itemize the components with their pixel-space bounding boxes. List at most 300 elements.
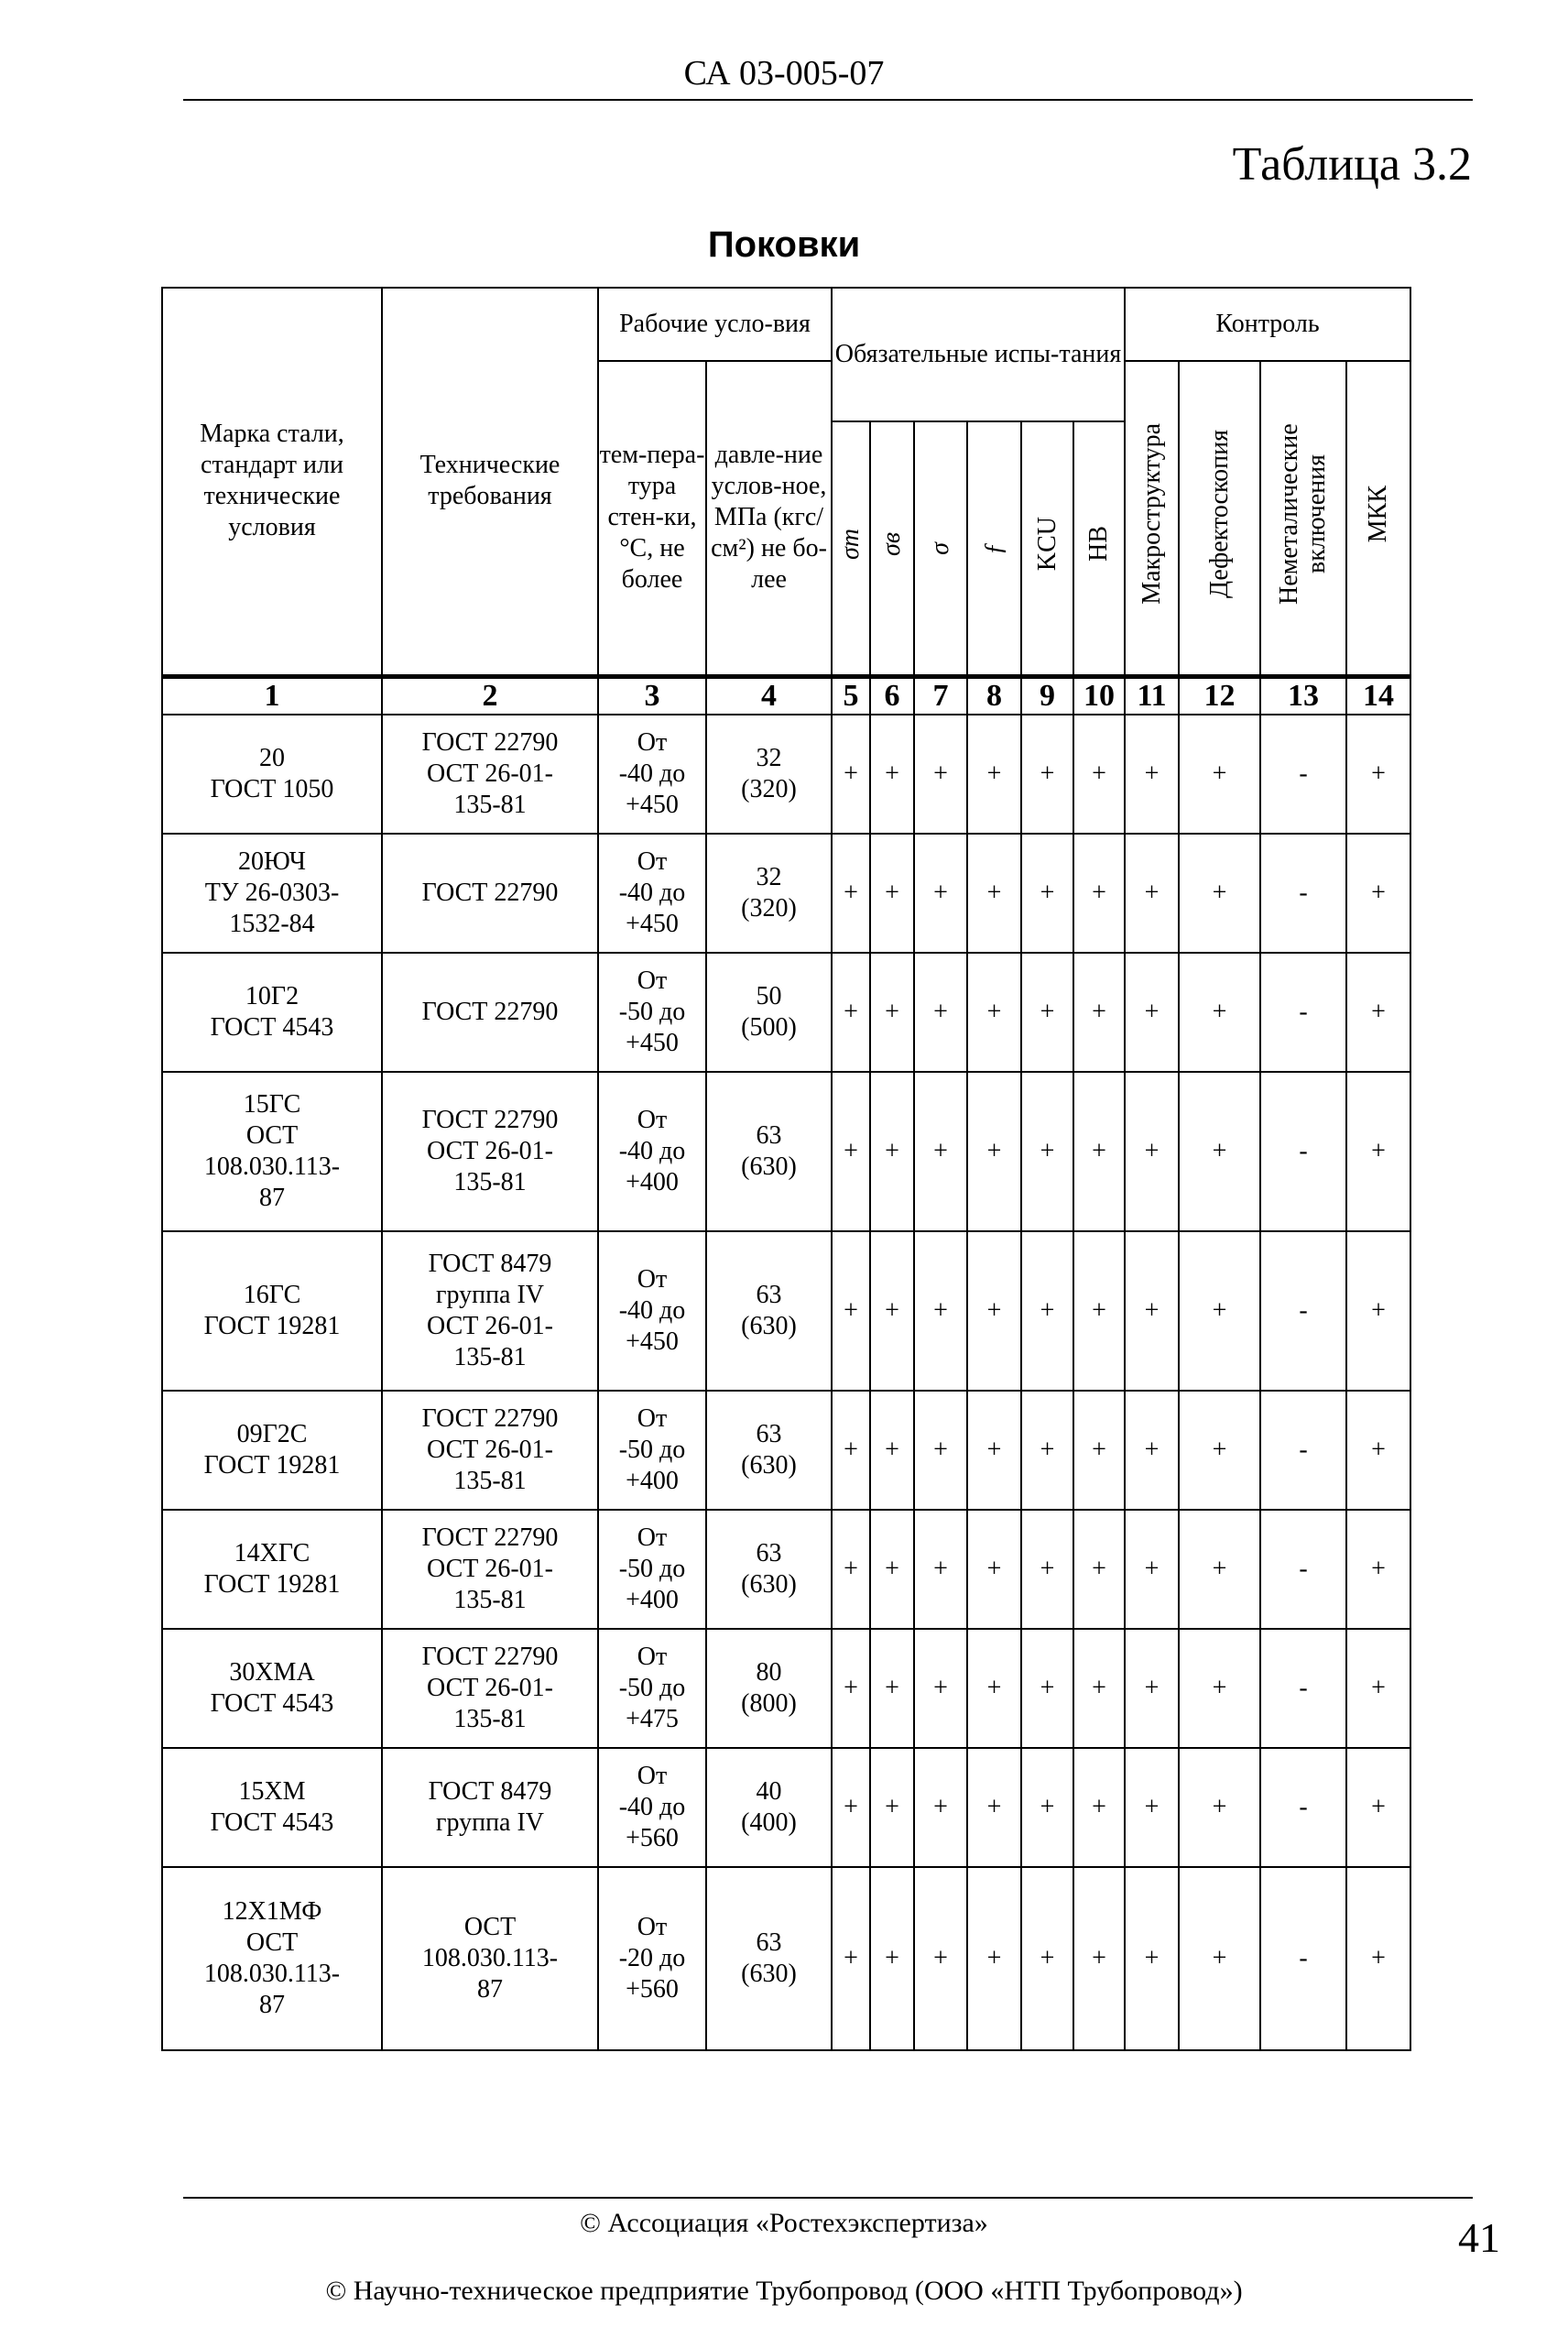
pressure-cell: [706, 1748, 832, 1867]
steel-grade-cell-line: 20ЮЧ: [238, 846, 306, 876]
temperature-cell-line: -40 до: [618, 878, 686, 907]
control-mark-cell: -: [1260, 834, 1346, 953]
pressure-cell-line: 63: [756, 1419, 782, 1448]
test-mark-cell: +: [1021, 834, 1073, 953]
temperature-cell-line: +450: [626, 909, 679, 938]
tech-req-cell: [382, 1748, 598, 1867]
test-mark-cell: +: [1073, 715, 1125, 834]
steel-grade-cell: [162, 953, 382, 1072]
test-mark-cell: +: [1073, 834, 1125, 953]
control-mark-cell: +: [1179, 1510, 1260, 1629]
temperature-cell-line: +560: [626, 1823, 679, 1852]
temperature-cell-line: +450: [626, 1327, 679, 1356]
tech-req-cell: [382, 715, 598, 834]
steel-grade-cell: [162, 1391, 382, 1510]
temperature-cell-line: +400: [626, 1466, 679, 1495]
test-mark-cell: +: [914, 953, 967, 1072]
control-mark-cell: -: [1260, 1629, 1346, 1748]
tech-req-cell-line: ГОСТ 8479: [428, 1776, 552, 1806]
tech-req-cell-line: группа IV: [435, 1280, 545, 1309]
temperature-cell: [598, 1231, 706, 1391]
test-mark-cell: +: [914, 834, 967, 953]
test-mark-cell: +: [1021, 953, 1073, 1072]
steel-grade-cell-line: ГОСТ 19281: [203, 1450, 341, 1480]
steel-grade-cell: [162, 1748, 382, 1867]
tech-req-cell: [382, 1391, 598, 1510]
test-mark-cell: +: [1073, 1629, 1125, 1748]
temperature-cell: [598, 715, 706, 834]
steel-grade-cell-line: 10Г2: [245, 981, 299, 1010]
column-number: 3: [598, 676, 706, 715]
header-test-tensile: [870, 421, 914, 676]
pressure-cell-line: (630): [741, 1959, 797, 1988]
tech-req-cell-line: ОСТ 26-01-: [427, 759, 553, 788]
temperature-cell-line: От: [637, 1761, 668, 1790]
column-number: 5: [832, 676, 870, 715]
control-mark-cell: +: [1346, 1231, 1410, 1391]
steel-grade-cell: [162, 1867, 382, 2050]
test-mark-cell: +: [1073, 1072, 1125, 1231]
defectoscopy-label: Дефектоскопия: [1204, 429, 1234, 598]
pressure-cell: [706, 1391, 832, 1510]
column-number: 12: [1179, 676, 1260, 715]
control-mark-cell: -: [1260, 715, 1346, 834]
temperature-cell: [598, 953, 706, 1072]
tech-req-cell-line: ГОСТ 22790: [421, 1642, 559, 1671]
tech-req-cell-line: ОСТ 26-01-: [427, 1311, 553, 1340]
table-number: Таблица 3.2: [1232, 138, 1472, 191]
control-mark-cell: +: [1125, 1391, 1179, 1510]
tech-req-cell-line: ГОСТ 22790: [421, 997, 559, 1026]
footer-enterprise: © Научно-техническое предприятие Трубопровод (ООО «НТП Трубопровод»): [325, 2276, 1243, 2306]
tech-req-cell-line: ОСТ: [463, 1912, 517, 1941]
tech-req-cell-line: 87: [477, 1974, 503, 2004]
temperature-cell-line: От: [637, 846, 668, 876]
steel-grade-cell-line: ГОСТ 19281: [203, 1569, 341, 1599]
temperature-cell-line: -50 до: [618, 1554, 686, 1583]
tech-req-cell-line: 135-81: [453, 1342, 527, 1371]
table-row: [162, 1510, 1410, 1629]
test-mark-cell: +: [1021, 1072, 1073, 1231]
steel-grade-cell-line: 87: [259, 1183, 285, 1212]
steel-grade-cell-line: 12Х1МФ: [222, 1896, 322, 1926]
test-mark-cell: +: [1073, 953, 1125, 1072]
test-mark-cell: +: [1021, 1867, 1073, 2050]
temperature-cell: [598, 834, 706, 953]
header-test-f: [967, 421, 1021, 676]
column-number: 13: [1260, 676, 1346, 715]
control-mark-cell: +: [1346, 1867, 1410, 2050]
column-number-row: [162, 676, 1410, 715]
test-mark-cell: +: [870, 1510, 914, 1629]
test-mark-cell: +: [914, 1748, 967, 1867]
header-work-conditions: Рабочие усло-вия: [598, 288, 832, 361]
pressure-cell-line: 63: [756, 1927, 782, 1957]
control-mark-cell: +: [1125, 1072, 1179, 1231]
table-row: [162, 1867, 1410, 2050]
tech-req-cell-line: группа IV: [435, 1807, 545, 1837]
control-mark-cell: +: [1179, 1867, 1260, 2050]
control-mark-cell: +: [1346, 1391, 1410, 1510]
temperature-cell-line: От: [637, 1403, 668, 1433]
pressure-cell-line: (630): [741, 1311, 797, 1340]
test-mark-cell: +: [1073, 1231, 1125, 1391]
test-mark-cell: +: [967, 953, 1021, 1072]
control-mark-cell: -: [1260, 1510, 1346, 1629]
pressure-cell: [706, 1629, 832, 1748]
test-mark-cell: +: [967, 1510, 1021, 1629]
document-code: СА 03-005-07: [683, 54, 885, 93]
control-mark-cell: -: [1260, 953, 1346, 1072]
tech-req-cell-line: ОСТ 26-01-: [427, 1435, 553, 1464]
pressure-cell: [706, 1510, 832, 1629]
header-inclusions: [1260, 361, 1346, 676]
test-mark-cell: +: [914, 1629, 967, 1748]
test-mark-cell: +: [914, 1072, 967, 1231]
control-mark-cell: +: [1125, 1629, 1179, 1748]
tech-req-cell: [382, 1231, 598, 1391]
steel-grade-cell-line: 1532-84: [229, 909, 315, 938]
temperature-cell-line: -50 до: [618, 1435, 686, 1464]
control-mark-cell: -: [1260, 1867, 1346, 2050]
test-mark-cell: +: [870, 1748, 914, 1867]
steel-grade-cell-line: ГОСТ 1050: [210, 774, 334, 803]
steel-grade-cell-line: 16ГС: [243, 1280, 301, 1309]
steel-grade-cell: [162, 715, 382, 834]
steel-grade-cell-line: ГОСТ 4543: [210, 1012, 334, 1042]
tech-req-cell: [382, 1072, 598, 1231]
test-mark-cell: +: [870, 1072, 914, 1231]
test-hb-label: HB: [1084, 526, 1114, 562]
control-mark-cell: +: [1125, 953, 1179, 1072]
column-number: 7: [914, 676, 967, 715]
steel-grade-cell-line: ОСТ: [245, 1927, 299, 1957]
control-mark-cell: +: [1346, 1510, 1410, 1629]
control-mark-cell: +: [1346, 1629, 1410, 1748]
test-mark-cell: +: [967, 1231, 1021, 1391]
control-mark-cell: +: [1179, 1748, 1260, 1867]
steel-grade-cell-line: ТУ 26-0303-: [204, 878, 340, 907]
tech-req-cell-line: ГОСТ 22790: [421, 878, 559, 907]
test-mark-cell: +: [1073, 1510, 1125, 1629]
pressure-cell-line: 40: [756, 1776, 782, 1806]
test-mark-cell: +: [1073, 1391, 1125, 1510]
control-mark-cell: +: [1179, 1231, 1260, 1391]
test-mark-cell: +: [870, 715, 914, 834]
steel-grade-cell-line: ГОСТ 4543: [210, 1807, 334, 1837]
temperature-cell-line: От: [637, 727, 668, 757]
header-mkk: [1346, 361, 1410, 676]
control-mark-cell: +: [1179, 715, 1260, 834]
pressure-cell: [706, 715, 832, 834]
tech-req-cell: [382, 1510, 598, 1629]
pressure-cell: [706, 834, 832, 953]
steel-grade-cell-line: 108.030.113-: [203, 1959, 341, 1988]
temperature-cell-line: От: [637, 1642, 668, 1671]
test-mark-cell: +: [914, 1867, 967, 2050]
macrostructure-label: Макроструктура: [1137, 422, 1166, 605]
table-row: [162, 953, 1410, 1072]
test-f-label: ƒ: [979, 542, 1008, 556]
header-test-kcu: [1021, 421, 1073, 676]
tech-req-cell-line: 135-81: [453, 1466, 527, 1495]
control-mark-cell: +: [1179, 1072, 1260, 1231]
test-mark-cell: +: [832, 953, 870, 1072]
pressure-cell-line: (320): [741, 893, 797, 923]
steel-grade-cell-line: ГОСТ 19281: [203, 1311, 341, 1340]
control-mark-cell: +: [1346, 953, 1410, 1072]
tech-req-cell-line: ГОСТ 22790: [421, 1105, 559, 1134]
temperature-cell: [598, 1072, 706, 1231]
tech-req-cell: [382, 1867, 598, 2050]
temperature-cell-line: -40 до: [618, 1792, 686, 1821]
pressure-cell-line: 63: [756, 1538, 782, 1567]
test-mark-cell: +: [967, 1629, 1021, 1748]
test-mark-cell: +: [832, 1510, 870, 1629]
steel-grade-cell-line: ГОСТ 4543: [210, 1688, 334, 1718]
steel-grade-cell-line: ОСТ: [245, 1120, 299, 1150]
control-mark-cell: -: [1260, 1072, 1346, 1231]
test-mark-cell: +: [967, 834, 1021, 953]
footer-rule: [183, 2197, 1473, 2199]
table-row: [162, 1629, 1410, 1748]
tech-req-cell-line: 135-81: [453, 1585, 527, 1614]
test-mark-cell: +: [832, 1391, 870, 1510]
test-mark-cell: +: [967, 1391, 1021, 1510]
control-mark-cell: +: [1179, 953, 1260, 1072]
control-mark-cell: -: [1260, 1231, 1346, 1391]
test-mark-cell: +: [870, 1867, 914, 2050]
column-number: 9: [1021, 676, 1073, 715]
pressure-cell: [706, 1867, 832, 2050]
temperature-cell-line: От: [637, 1264, 668, 1294]
temperature-cell-line: -40 до: [618, 1136, 686, 1165]
table-row: [162, 1391, 1410, 1510]
table-row: [162, 834, 1410, 953]
control-mark-cell: +: [1179, 1391, 1260, 1510]
column-number: 6: [870, 676, 914, 715]
temperature-cell: [598, 1391, 706, 1510]
steel-grade-cell-line: 20: [259, 743, 285, 772]
tech-req-cell: [382, 1629, 598, 1748]
test-mark-cell: +: [967, 715, 1021, 834]
test-mark-cell: +: [832, 1748, 870, 1867]
steel-grade-cell-line: 14ХГС: [234, 1538, 310, 1567]
temperature-cell: [598, 1510, 706, 1629]
test-tensile-label: σв: [877, 531, 907, 556]
steel-grade-cell-line: 87: [259, 1990, 285, 2019]
temperature-cell: [598, 1748, 706, 1867]
test-mark-cell: +: [832, 1231, 870, 1391]
pressure-cell-line: 80: [756, 1657, 782, 1687]
control-mark-cell: +: [1179, 1629, 1260, 1748]
header-test-yield: [832, 421, 870, 676]
column-number: 2: [382, 676, 598, 715]
column-number: 4: [706, 676, 832, 715]
temperature-cell-line: От: [637, 966, 668, 995]
control-mark-cell: -: [1260, 1391, 1346, 1510]
forgings-table: [161, 287, 1411, 2051]
header-tech-req: Технические требования: [382, 288, 598, 676]
test-mark-cell: +: [832, 834, 870, 953]
test-mark-cell: +: [1021, 1629, 1073, 1748]
tech-req-cell-line: 135-81: [453, 1704, 527, 1733]
inclusions-label: Неметалические включения: [1275, 422, 1332, 605]
pressure-cell-line: (400): [741, 1807, 797, 1837]
test-mark-cell: +: [1073, 1748, 1125, 1867]
test-mark-cell: +: [870, 1391, 914, 1510]
column-number: 10: [1073, 676, 1125, 715]
steel-grade-cell-line: 30ХМА: [229, 1657, 315, 1687]
test-mark-cell: +: [1021, 1748, 1073, 1867]
tech-req-cell-line: ГОСТ 22790: [421, 1523, 559, 1552]
pressure-cell-line: (500): [741, 1012, 797, 1042]
test-mark-cell: +: [967, 1867, 1021, 2050]
table-body: [162, 715, 1410, 2050]
test-yield-label: σт: [836, 528, 866, 560]
test-mark-cell: +: [1021, 715, 1073, 834]
control-mark-cell: +: [1179, 834, 1260, 953]
test-mark-cell: +: [870, 953, 914, 1072]
column-number: 8: [967, 676, 1021, 715]
pressure-cell-line: 32: [756, 743, 782, 772]
test-mark-cell: +: [1073, 1867, 1125, 2050]
pressure-cell: [706, 1072, 832, 1231]
test-mark-cell: +: [967, 1072, 1021, 1231]
control-mark-cell: +: [1346, 1072, 1410, 1231]
test-mark-cell: +: [914, 1510, 967, 1629]
table-row: [162, 1072, 1410, 1231]
pressure-cell-line: 63: [756, 1120, 782, 1150]
tech-req-cell: [382, 834, 598, 953]
control-mark-cell: -: [1260, 1748, 1346, 1867]
tech-req-cell-line: 135-81: [453, 790, 527, 819]
steel-grade-cell-line: 108.030.113-: [203, 1152, 341, 1181]
control-mark-cell: +: [1346, 834, 1410, 953]
control-mark-cell: +: [1125, 1510, 1179, 1629]
steel-grade-cell: [162, 1231, 382, 1391]
tech-req-cell-line: ГОСТ 8479: [428, 1249, 552, 1278]
test-kcu-label: KCU: [1032, 517, 1062, 572]
tech-req-cell: [382, 953, 598, 1072]
tech-req-cell-line: ОСТ 26-01-: [427, 1554, 553, 1583]
pressure-cell-line: 32: [756, 862, 782, 891]
steel-grade-cell: [162, 1510, 382, 1629]
mkk-label: МКК: [1364, 485, 1393, 542]
test-mark-cell: +: [914, 1391, 967, 1510]
header-defectoscopy: [1179, 361, 1260, 676]
temperature-cell-line: +560: [626, 1974, 679, 2004]
temperature-cell-line: +400: [626, 1585, 679, 1614]
steel-grade-cell-line: 09Г2С: [236, 1419, 308, 1448]
test-mark-cell: +: [832, 1629, 870, 1748]
temperature-cell: [598, 1867, 706, 2050]
control-mark-cell: +: [1125, 715, 1179, 834]
temperature-cell-line: +475: [626, 1704, 679, 1733]
control-mark-cell: +: [1125, 1748, 1179, 1867]
temperature-cell-line: -40 до: [618, 759, 686, 788]
test-mark-cell: +: [870, 1231, 914, 1391]
tech-req-cell-line: ОСТ 26-01-: [427, 1673, 553, 1702]
control-mark-cell: +: [1125, 834, 1179, 953]
control-mark-cell: +: [1125, 1231, 1179, 1391]
temperature-cell-line: +400: [626, 1167, 679, 1196]
temperature-cell-line: -20 до: [618, 1943, 686, 1972]
pressure-cell-line: 50: [756, 981, 782, 1010]
header-control: Контроль: [1125, 288, 1410, 361]
header-rule: [183, 99, 1473, 101]
pressure-cell-line: (800): [741, 1688, 797, 1718]
header-macrostructure: [1125, 361, 1179, 676]
table-row: [162, 1748, 1410, 1867]
test-mark-cell: +: [1021, 1231, 1073, 1391]
test-sigma-label: σ: [926, 542, 955, 556]
control-mark-cell: +: [1346, 715, 1410, 834]
pressure-cell: [706, 1231, 832, 1391]
column-number: 11: [1125, 676, 1179, 715]
pressure-cell-line: 63: [756, 1280, 782, 1309]
header-test-hb: [1073, 421, 1125, 676]
tech-req-cell-line: 108.030.113-: [421, 1943, 559, 1972]
footer-association: © Ассоциация «Ростехэкспертиза»: [580, 2208, 988, 2238]
test-mark-cell: +: [1021, 1510, 1073, 1629]
temperature-cell-line: -40 до: [618, 1295, 686, 1325]
tech-req-cell-line: ГОСТ 22790: [421, 727, 559, 757]
pressure-cell-line: (630): [741, 1450, 797, 1480]
table-row: [162, 1231, 1410, 1391]
temperature-cell-line: +450: [626, 790, 679, 819]
temperature-cell-line: От: [637, 1105, 668, 1134]
steel-grade-cell: [162, 1629, 382, 1748]
column-number: 14: [1346, 676, 1410, 715]
header-test-sigma: [914, 421, 967, 676]
tech-req-cell-line: ОСТ 26-01-: [427, 1136, 553, 1165]
test-mark-cell: +: [914, 715, 967, 834]
header-grade: Марка стали, стандарт или технические условия: [162, 288, 382, 676]
steel-grade-cell-line: 15ГС: [243, 1089, 301, 1119]
pressure-cell-line: (320): [741, 774, 797, 803]
temperature-cell: [598, 1629, 706, 1748]
temperature-cell-line: +450: [626, 1028, 679, 1057]
test-mark-cell: +: [832, 1072, 870, 1231]
tech-req-cell-line: 135-81: [453, 1167, 527, 1196]
pressure-cell-line: (630): [741, 1569, 797, 1599]
steel-grade-cell-line: 15ХМ: [238, 1776, 306, 1806]
pressure-cell: [706, 953, 832, 1072]
test-mark-cell: +: [914, 1231, 967, 1391]
test-mark-cell: +: [832, 1867, 870, 2050]
steel-grade-cell: [162, 1072, 382, 1231]
column-number: 1: [162, 676, 382, 715]
tech-req-cell-line: ГОСТ 22790: [421, 1403, 559, 1433]
steel-grade-cell: [162, 834, 382, 953]
test-mark-cell: +: [1021, 1391, 1073, 1510]
test-mark-cell: +: [967, 1748, 1021, 1867]
temperature-cell-line: От: [637, 1912, 668, 1941]
header-mandatory-tests: Обязательные испы-тания: [832, 288, 1125, 421]
table-row: [162, 715, 1410, 834]
test-mark-cell: +: [870, 1629, 914, 1748]
header-pressure: давле-ние услов-ное, МПа (кгс/см²) не бо-лее: [706, 361, 832, 676]
table-title: Поковки: [707, 224, 861, 265]
test-mark-cell: +: [832, 715, 870, 834]
temperature-cell-line: От: [637, 1523, 668, 1552]
control-mark-cell: +: [1346, 1748, 1410, 1867]
page-number: 41: [1458, 2214, 1500, 2261]
pressure-cell-line: (630): [741, 1152, 797, 1181]
temperature-cell-line: -50 до: [618, 1673, 686, 1702]
control-mark-cell: +: [1125, 1867, 1179, 2050]
